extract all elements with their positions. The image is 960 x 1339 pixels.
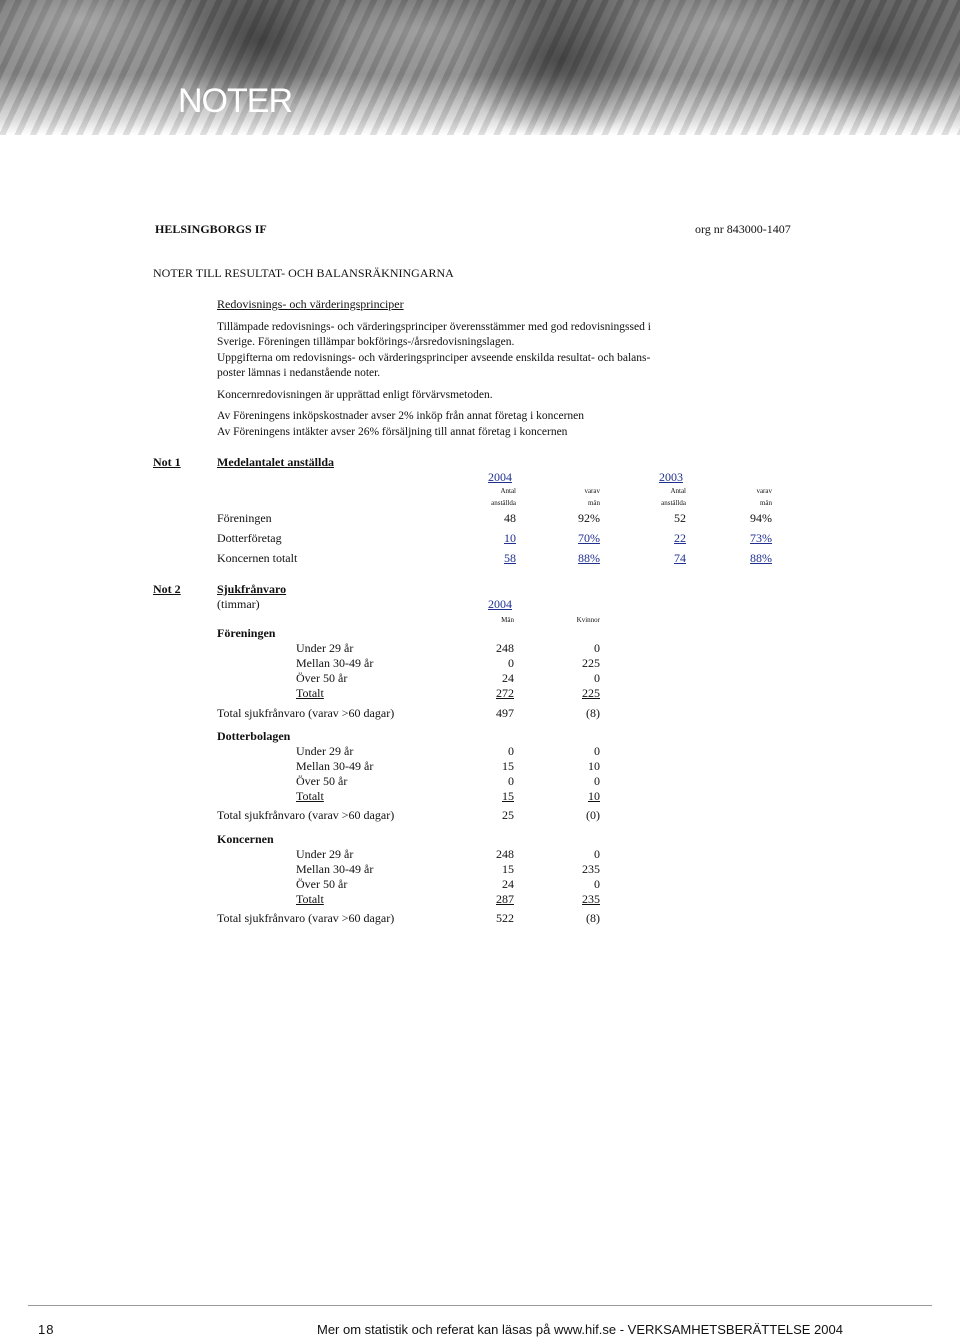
not2-row-label: Mellan 30-49 år [296,759,374,773]
not2-cell: 0 [508,744,514,758]
not2-cell: 248 [496,847,514,861]
not1-cell: 88% [750,551,772,565]
not1-cell: 48 [504,511,516,525]
not2-total-cell: 25 [502,808,514,822]
not2-row-label: Totalt [296,686,324,700]
not2-heading: Sjukfrånvaro [217,582,287,596]
not2-row-label: Under 29 år [296,847,354,861]
not2-total-cell: (8) [586,706,600,720]
not2-cell: 235 [582,862,600,876]
not2-cell: 235 [582,892,600,906]
principles-line: Koncernredovisningen är upprättad enligt förvärvsmetoden. [217,389,493,401]
not1-subheader: anställda [661,499,686,507]
principles-heading: Redovisnings- och värderingsprinciper [217,297,404,311]
principles-line: Sverige. Föreningen tillämpar bokförings-/årsredovisningslagen. [217,336,515,348]
page-number: 18 [38,1322,55,1337]
not2-cell: 0 [594,877,600,891]
not2-cell: 287 [496,892,514,906]
not2-total-cell: 497 [496,706,514,720]
not1-subheader: män [759,499,772,507]
not2-cell: 0 [594,641,600,655]
not1-cell: 10 [504,531,516,545]
not2-row-label: Över 50 år [296,671,348,685]
not1-cell: 70% [578,531,600,545]
principles-line: poster lämnas i nedanstående noter. [217,367,381,379]
not2-cell: 15 [502,759,514,773]
not2-total-cell: (0) [586,808,600,822]
not2-total-cell: 522 [496,911,514,925]
not2-group-title: Föreningen [217,626,276,640]
not2-row-label: Under 29 år [296,744,354,758]
principles-line: Av Föreningens inköpskostnader avser 2% inköp från annat företag i koncernen [217,410,585,422]
not1-year-2003: 2003 [659,470,683,484]
not2-total-label: Total sjukfrånvaro (varav >60 dagar) [217,706,395,720]
not2-cell: 225 [582,686,600,700]
footer-divider [28,1305,932,1306]
not1-cell: 73% [750,531,772,545]
not1-cell: 92% [578,511,600,525]
not1-cell: 52 [674,511,686,525]
not1-subheader: Antal [670,487,686,495]
not1-subheader: Antal [500,487,516,495]
principles-line: Av Föreningens intäkter avser 26% försäljning till annat företag i koncernen [217,426,568,438]
not2-cell: 0 [594,744,600,758]
not1-cell: 74 [674,551,686,565]
not2-row-label: Under 29 år [296,641,354,655]
not2-cell: 0 [594,847,600,861]
not2-row-label: Mellan 30-49 år [296,862,374,876]
not1-subheader: varav [584,487,600,495]
not2-cell: 10 [588,789,600,803]
not2-cell: 0 [594,774,600,788]
not2-row-label: Totalt [296,892,324,906]
org-number: org nr 843000-1407 [695,222,791,236]
not2-total-label: Total sjukfrånvaro (varav >60 dagar) [217,808,395,822]
not2-cell: 10 [588,759,600,773]
not2-year: 2004 [488,597,512,611]
not1-year-2004: 2004 [488,470,512,484]
not1-subheader: varav [756,487,772,495]
org-name: HELSINGBORGS IF [155,222,267,236]
not2-cell: 0 [594,671,600,685]
not1-heading: Medelantalet anställda [217,455,334,469]
not1-label: Not 1 [153,455,181,469]
not2-cell: 15 [502,862,514,876]
not2-total-label: Total sjukfrånvaro (varav >60 dagar) [217,911,395,925]
not1-cell: 94% [750,511,772,525]
banner-title: NOTER [178,82,292,120]
not2-row-label: Över 50 år [296,877,348,891]
not2-group-title: Koncernen [217,832,274,846]
not2-cell: 225 [582,656,600,670]
not1-cell: 58 [504,551,516,565]
not2-row-label: Mellan 30-49 år [296,656,374,670]
section-title: NOTER TILL RESULTAT- OCH BALANSRÄKNINGARNA [153,266,454,280]
not1-row-label: Koncernen totalt [217,551,298,565]
not2-cell: 248 [496,641,514,655]
not1-cell: 22 [674,531,686,545]
not2-label: Not 2 [153,582,181,596]
principles-line: Uppgifterna om redovisnings- och värderingsprinciper avseende enskilda resultat- och balans- [217,352,651,364]
footer-text: Mer om statistik och referat kan läsas på www.hif.se - VERKSAMHETSBERÄTTELSE 2004 [317,1322,843,1337]
not2-cell: 0 [508,774,514,788]
not1-cell: 88% [578,551,600,565]
not2-col-kvinnor: Kvinnor [576,616,600,624]
not2-cell: 24 [502,671,514,685]
not2-cell: 24 [502,877,514,891]
not2-cell: 15 [502,789,514,803]
header-banner [0,0,960,135]
not2-cell: 272 [496,686,514,700]
not2-group-title: Dotterbolagen [217,729,291,743]
not2-col-man: Män [501,616,514,624]
not2-cell: 0 [508,656,514,670]
not1-subheader: anställda [491,499,516,507]
not1-row-label: Föreningen [217,511,272,525]
not2-row-label: Över 50 år [296,774,348,788]
not2-total-cell: (8) [586,911,600,925]
principles-line: Tillämpade redovisnings- och värderingsprinciper överensstämmer med god redovisningssed i [217,321,651,333]
not2-unit: (timmar) [217,597,260,611]
not1-row-label: Dotterföretag [217,531,282,545]
not1-subheader: män [587,499,600,507]
not2-row-label: Totalt [296,789,324,803]
